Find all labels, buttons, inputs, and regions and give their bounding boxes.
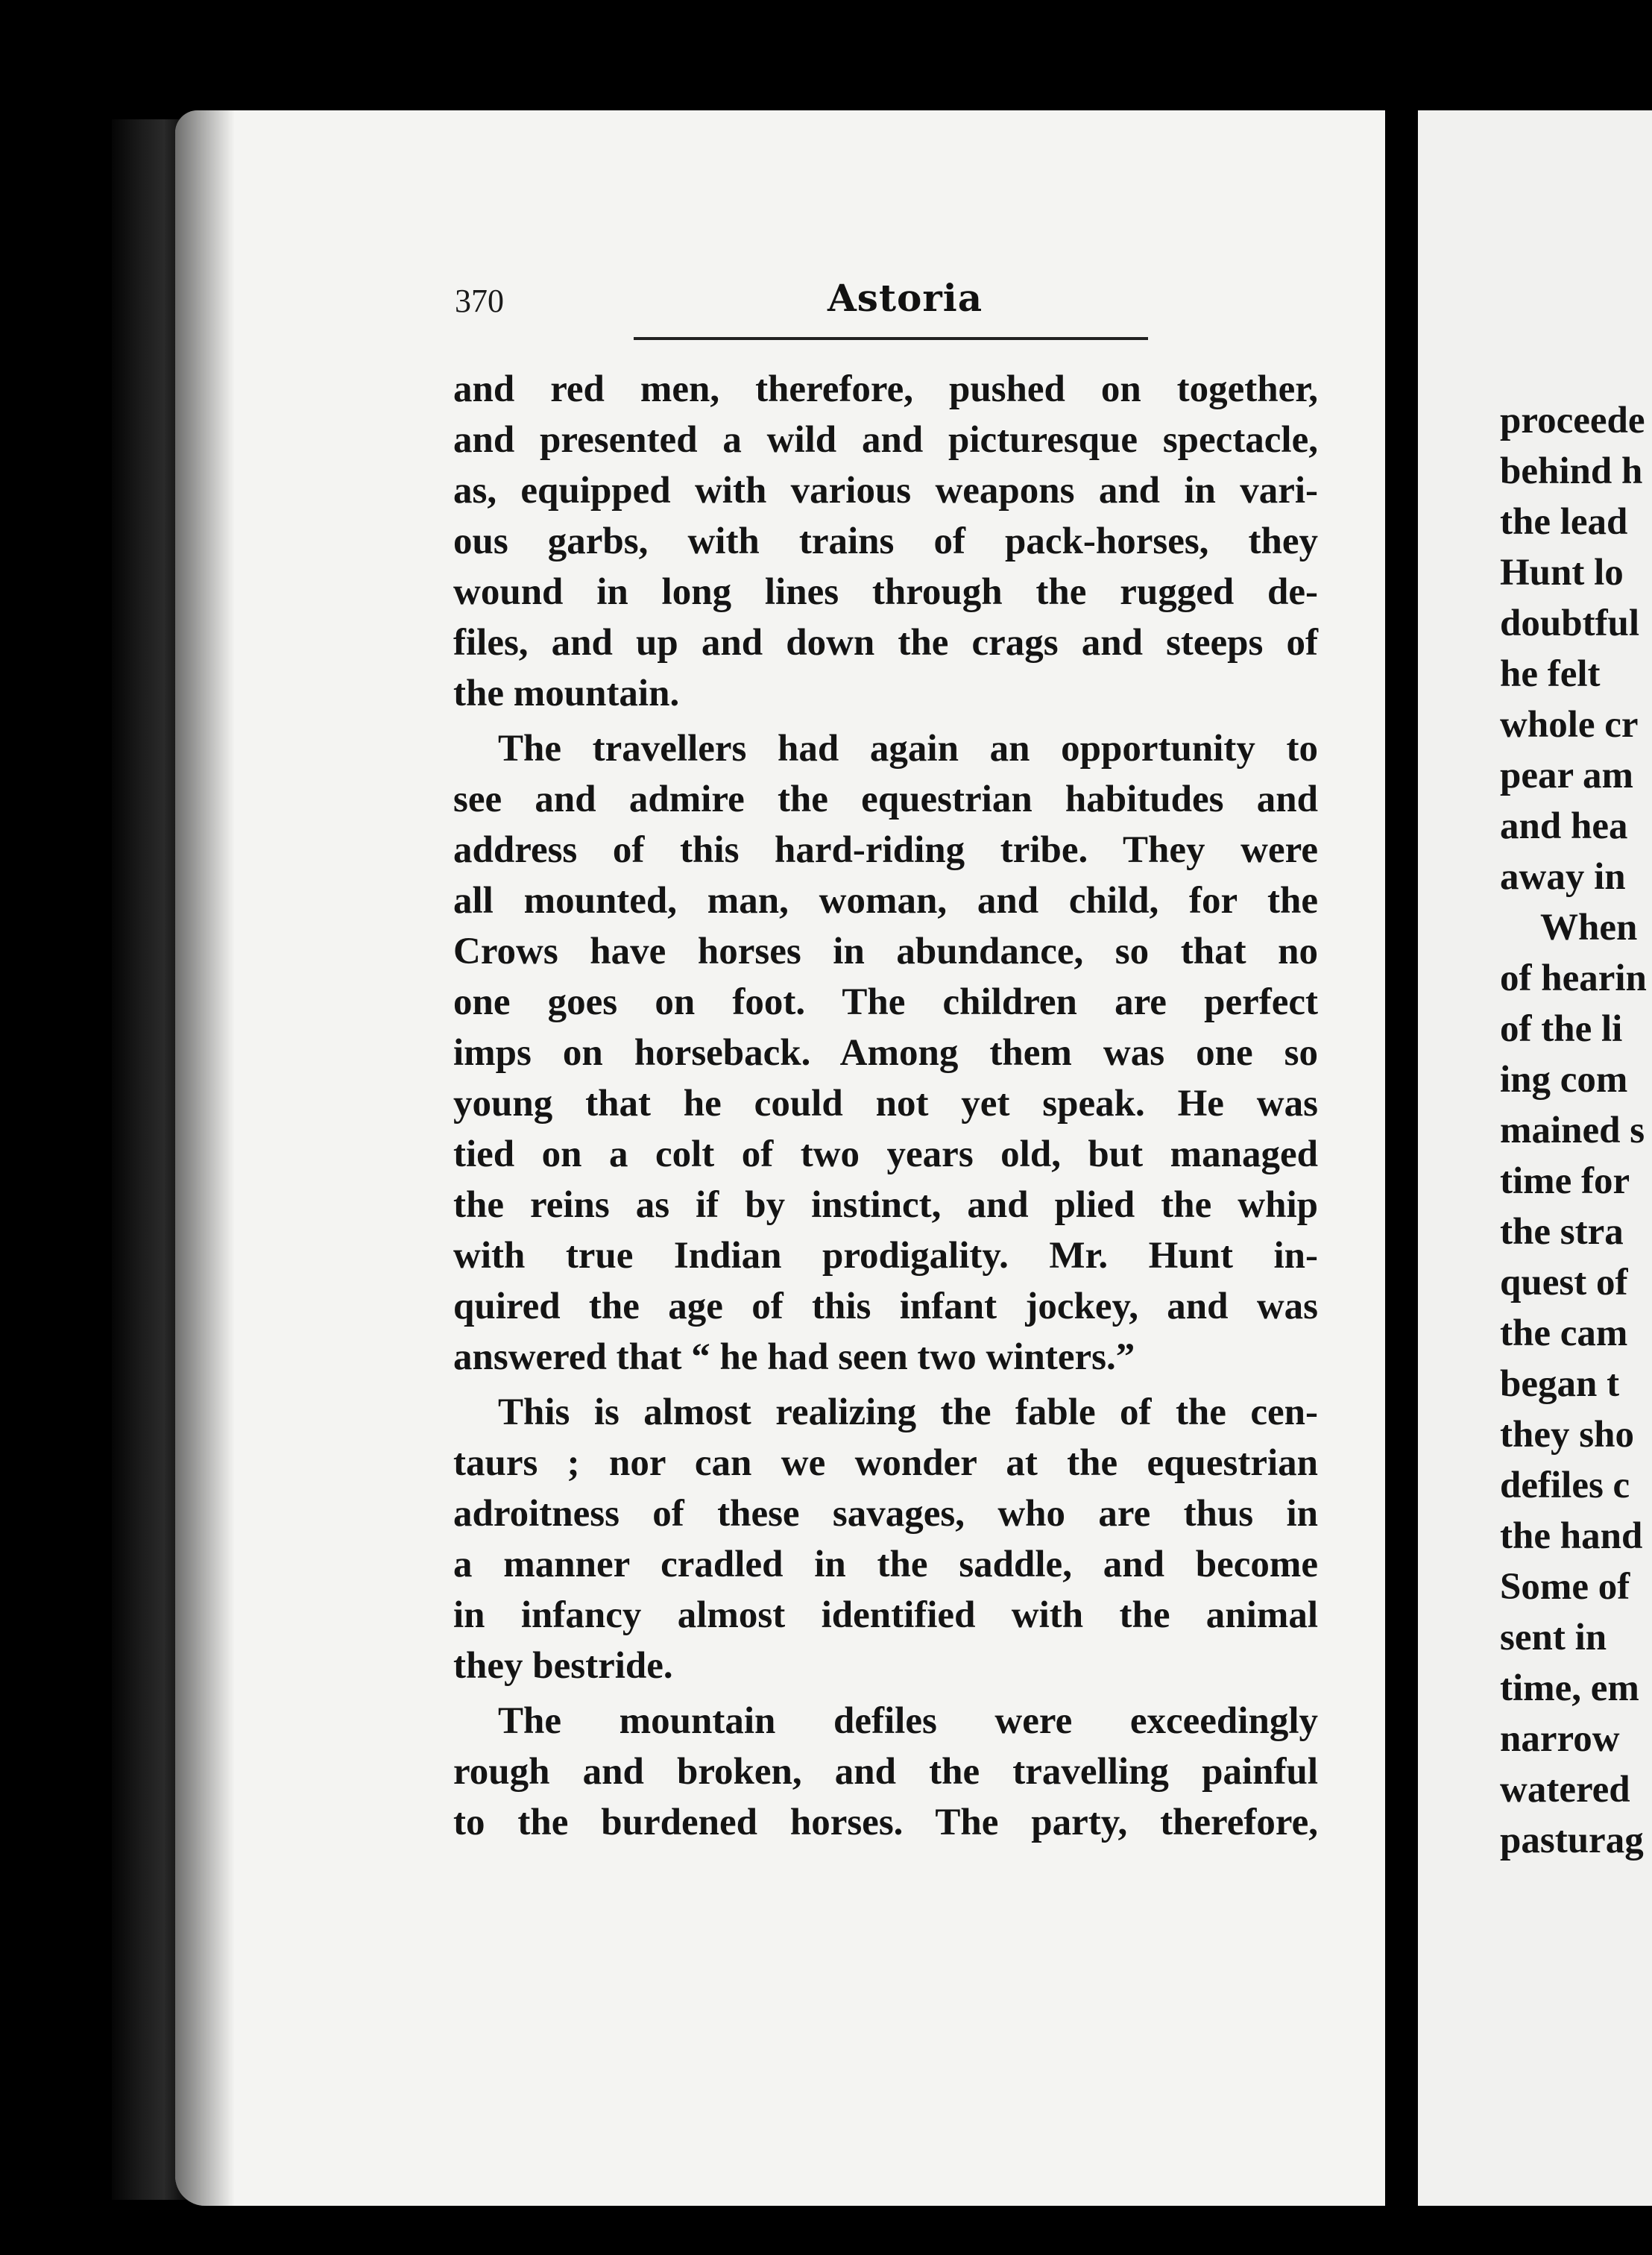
- text-line: quest of: [1500, 1262, 1628, 1303]
- text-line: doubtful: [1500, 603, 1640, 644]
- right-page-text: [1500, 395, 1652, 1866]
- left-page-text: [453, 364, 1318, 1848]
- text-line: rough and broken, and the travelling painful: [453, 1751, 1318, 1793]
- text-line: behind h: [1500, 450, 1643, 492]
- text-line: whole cr: [1500, 704, 1639, 746]
- text-line: tied on a colt of two years old, but managed: [453, 1133, 1318, 1175]
- text-line: answered that “ he had seen two winters.”: [453, 1336, 1135, 1378]
- text-line: they bestride.: [453, 1645, 673, 1687]
- text-line: and hea: [1500, 805, 1628, 847]
- text-line: Hunt lo: [1500, 552, 1624, 594]
- text-line: of the li: [1500, 1008, 1623, 1050]
- text-line: ing com: [1500, 1059, 1628, 1101]
- text-line: ous garbs, with trains of pack-horses, they: [453, 520, 1318, 562]
- text-line: taurs ; nor can we wonder at the equestrian: [453, 1442, 1318, 1484]
- text-line: of hearin: [1500, 957, 1647, 999]
- header-rule: [634, 337, 1148, 340]
- text-line: sent in: [1500, 1617, 1607, 1658]
- text-line: and red men, therefore, pushed on together,: [453, 368, 1318, 410]
- text-line: adroitness of these savages, who are thus in: [453, 1493, 1318, 1535]
- text-line: time, em: [1500, 1667, 1639, 1709]
- running-title: Astoria: [827, 276, 983, 320]
- text-line: address of this hard-riding tribe. They were: [453, 829, 1318, 871]
- text-line: Some of: [1500, 1566, 1630, 1608]
- text-line: he felt: [1500, 653, 1601, 695]
- text-line: watered: [1500, 1769, 1630, 1811]
- text-line: This is almost realizing the fable of the cen-: [498, 1391, 1318, 1433]
- text-line: time for: [1500, 1160, 1630, 1202]
- text-line: a manner cradled in the saddle, and become: [453, 1544, 1318, 1585]
- text-line: The mountain defiles were exceedingly: [498, 1700, 1318, 1742]
- text-line: they sho: [1500, 1414, 1634, 1456]
- text-line: in infancy almost identified with the animal: [453, 1594, 1318, 1636]
- text-line: as, equipped with various weapons and in vari-: [453, 470, 1318, 512]
- text-line: the mountain.: [453, 673, 680, 714]
- text-line: away in: [1500, 856, 1626, 898]
- text-line: When: [1540, 907, 1638, 949]
- text-line: files, and up and down the crags and steeps of: [453, 622, 1318, 664]
- text-line: young that he could not yet speak. He was: [453, 1083, 1318, 1125]
- text-line: narrow: [1500, 1718, 1620, 1760]
- text-line: defiles c: [1500, 1465, 1630, 1506]
- text-line: the stra: [1500, 1211, 1624, 1253]
- text-line: with true Indian prodigality. Mr. Hunt in-: [453, 1235, 1318, 1277]
- text-line: mained s: [1500, 1110, 1645, 1151]
- text-line: the hand: [1500, 1515, 1643, 1557]
- text-line: pear am: [1500, 755, 1633, 796]
- text-line: pasturag: [1500, 1820, 1644, 1861]
- text-line: quired the age of this infant jockey, and was: [453, 1286, 1318, 1327]
- text-line: and presented a wild and picturesque spectacle,: [453, 419, 1318, 461]
- text-line: wound in long lines through the rugged de-: [453, 571, 1318, 613]
- page-number: 370: [455, 283, 504, 319]
- text-line: see and admire the equestrian habitudes and: [453, 779, 1318, 820]
- text-line: the cam: [1500, 1312, 1628, 1354]
- text-line: The travellers had again an opportunity to: [498, 728, 1318, 770]
- text-line: the reins as if by instinct, and plied the whip: [453, 1184, 1318, 1226]
- text-line: imps on horseback. Among them was one so: [453, 1032, 1318, 1074]
- running-head: [455, 276, 1349, 328]
- text-line: Crows have horses in abundance, so that no: [453, 931, 1318, 972]
- text-line: all mounted, man, woman, and child, for the: [453, 880, 1318, 922]
- text-line: proceede: [1500, 400, 1645, 441]
- text-line: one goes on foot. The children are perfect: [453, 981, 1318, 1023]
- text-line: the lead: [1500, 501, 1628, 543]
- text-line: began t: [1500, 1363, 1620, 1405]
- text-line: to the burdened horses. The party, therefore,: [453, 1802, 1318, 1843]
- page-gutter: [1385, 104, 1418, 2215]
